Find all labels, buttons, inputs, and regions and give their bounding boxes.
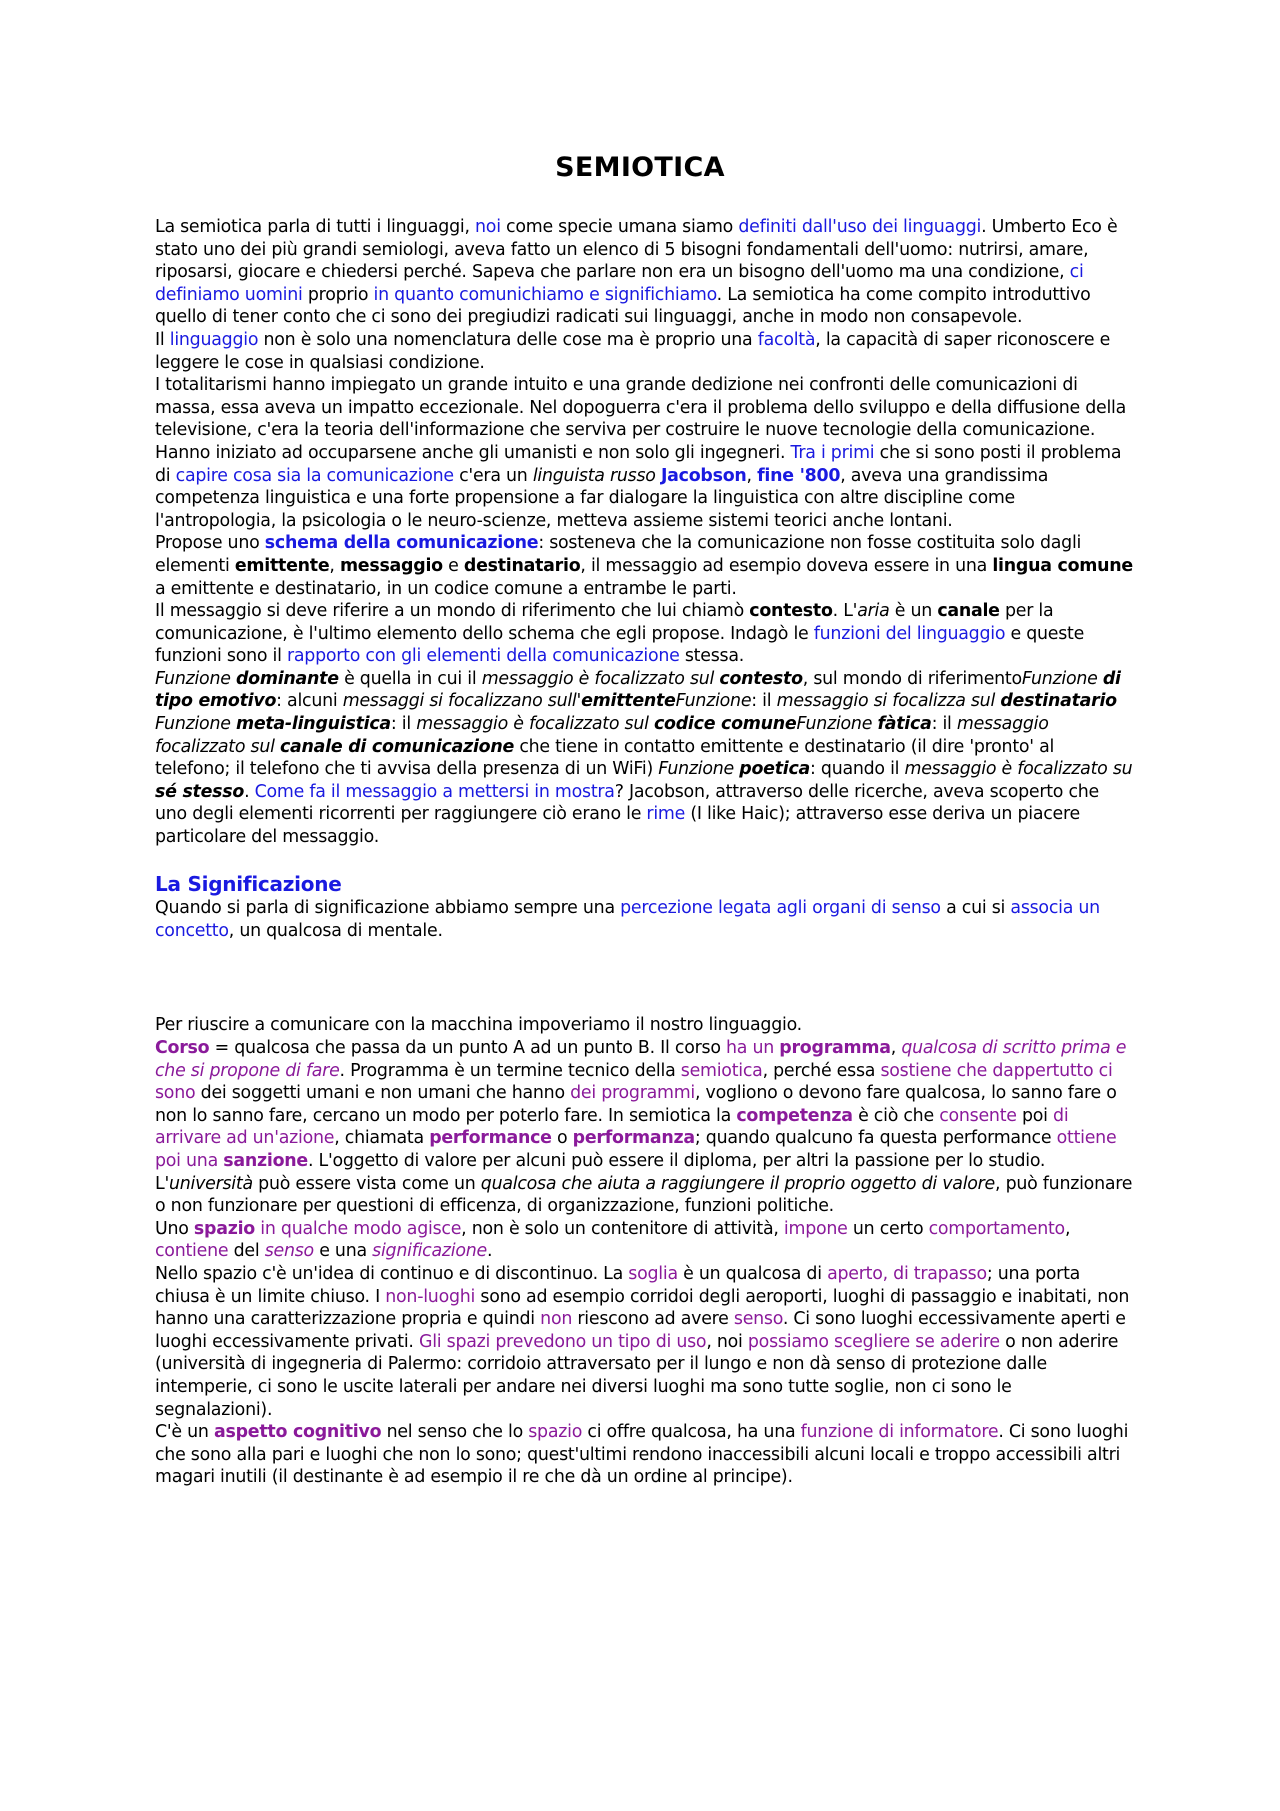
text-run: . Ci sono luoghi eccessivamente aperti e luoghi eccessivamente privati. xyxy=(155,1309,1126,1352)
text-run: impone xyxy=(783,1218,848,1239)
text-run: o non aderire (università di ingegneria di Palermo: corridoio attraversato per il lungo e non dà senso di protezione dalle intemperie, ci sono le uscite laterali per andare nei diversi luoghi ma sono tutte soglie, non ci sono le segnalazioni). xyxy=(155,1331,1119,1420)
text-run: , un qualcosa di mentale. xyxy=(228,920,443,941)
text-run: università xyxy=(168,1173,253,1194)
text-run: funzioni del linguaggio xyxy=(813,623,1006,644)
paragraph xyxy=(155,600,1133,668)
text-run: un certo xyxy=(847,1218,929,1239)
text-run: , perché essa xyxy=(762,1060,881,1081)
text-run: spazio xyxy=(528,1422,583,1443)
text-run: ? Jacobson, attraverso delle ricerche, aveva scoperto che uno degli elementi ricorrenti per raggiungere ciò erano le xyxy=(155,781,1100,825)
text-run: sé stesso xyxy=(155,781,245,802)
text-run: Quando si parla di significazione abbiamo sempre una xyxy=(155,898,621,919)
text-run: : il xyxy=(931,714,957,735)
text-run: Per riuscire a comunicare con la macchina impoveriamo il nostro linguaggio. xyxy=(155,1015,802,1036)
text-run: messaggio è focalizzato sul xyxy=(481,668,720,689)
text-run: messaggio focalizzato sul xyxy=(155,714,1049,757)
text-run: , il messaggio ad esempio doveva essere in una xyxy=(580,555,993,576)
text-run: non xyxy=(540,1309,573,1330)
text-run: che tiene in contatto emittente e destinatario (il dire 'pronto' al telefono; il telefono che ti avvisa della presenza di un WiFi) xyxy=(155,736,1055,780)
text-run: ottiene poi una xyxy=(155,1128,1117,1171)
text-run: rime xyxy=(646,804,686,825)
text-run: di arrivare ad un'azione xyxy=(155,1105,1069,1149)
text-run: , sul mondo di riferimento xyxy=(802,668,1022,689)
paragraph xyxy=(155,1037,1133,1173)
text-run: aspetto cognitivo xyxy=(213,1422,382,1443)
text-run: aria xyxy=(857,601,890,622)
text-run: Funzione xyxy=(155,714,236,735)
text-run: e una xyxy=(313,1241,373,1262)
text-run: facoltà xyxy=(757,329,816,350)
document-title: SEMIOTICA xyxy=(555,152,725,183)
text-run: messaggio si focalizza sul xyxy=(776,691,1001,712)
paragraph xyxy=(155,1421,1133,1489)
text-run: ci definiamo uomini xyxy=(155,262,1084,305)
text-run: è ciò che xyxy=(852,1105,940,1126)
text-run: Tra i primi xyxy=(790,442,875,463)
text-run: schema della comunicazione xyxy=(264,533,539,554)
text-run: soglia xyxy=(628,1263,678,1284)
text-run: qualcosa di scritto prima e che si propone di fare xyxy=(155,1038,1127,1081)
text-run: proprio xyxy=(302,284,374,305)
text-run: , vogliono o devono fare qualcosa, lo sanno fare o non lo sanno fare, cercano un modo per poterlo fare. In semiotica la xyxy=(155,1083,1117,1126)
text-run: possiamo scegliere se aderire xyxy=(747,1331,1000,1352)
text-run: sanzione xyxy=(223,1150,308,1171)
text-run: semiotica xyxy=(680,1060,763,1081)
text-run: non-luoghi xyxy=(385,1286,476,1307)
text-run: Jacobson xyxy=(660,465,747,486)
text-run: ha un xyxy=(726,1038,780,1058)
paragraph xyxy=(155,1173,1133,1218)
paragraph xyxy=(155,1263,1133,1421)
text-run: C'è un xyxy=(155,1422,214,1443)
text-run: . La semiotica ha come compito introduttivo quello di tener conto che ci sono dei pregiudizi radicati sui linguaggi, anche in modo non consapevole. xyxy=(155,284,1091,328)
text-run: è un qualcosa di xyxy=(677,1263,828,1284)
text-run: , noi xyxy=(706,1331,748,1352)
text-run: funzione di informatore xyxy=(800,1422,999,1443)
text-run: messaggio è focalizzato sul xyxy=(416,714,654,735)
text-run: , chiamata xyxy=(334,1128,430,1149)
text-run: messaggio è focalizzato su xyxy=(904,759,1133,780)
text-run: Funzione xyxy=(658,759,740,780)
text-run: o xyxy=(551,1128,573,1149)
text-run: linguaggio xyxy=(169,329,259,350)
text-run: e queste funzioni sono il xyxy=(155,623,1085,667)
text-run: rapporto con gli elementi della comunicazione xyxy=(286,646,680,667)
text-run: Funzione xyxy=(675,691,752,712)
text-run: sono ad esempio corridoi degli aeroporti, luoghi di passaggio e inabitati, non hanno una caratterizzazione propria e quindi xyxy=(155,1286,1130,1330)
text-run: messaggi si focalizzano sull' xyxy=(342,691,582,712)
text-run: , aveva una grandissima competenza linguistica e una forte propensione a far dialogare la linguistica con altre discipline come l'antropologia, la psicologia o le neuro-scienze, metteva assieme sistemi teorici anche lontani. xyxy=(155,465,1049,531)
text-run: dei programmi xyxy=(570,1083,695,1104)
text-run: come specie umana siamo xyxy=(500,217,739,237)
text-run: L' xyxy=(155,1173,169,1194)
text-run: Come fa il messaggio a mettersi in mostra xyxy=(254,781,615,802)
text-run: , xyxy=(329,555,340,576)
text-run: poetica xyxy=(739,759,811,780)
text-run: percezione legata agli organi di senso xyxy=(620,898,941,919)
spacer xyxy=(155,942,1133,1014)
text-run: sostiene che dappertutto ci sono xyxy=(155,1060,1113,1104)
text-run: meta-linguistica xyxy=(235,714,391,735)
text-run: spazio xyxy=(193,1218,255,1239)
paragraph xyxy=(155,329,1133,374)
text-run: significazione xyxy=(372,1241,487,1262)
document-body xyxy=(155,216,1133,1489)
text-run: programma xyxy=(779,1038,891,1058)
text-run: di tipo emotivo xyxy=(155,668,1121,712)
text-run: La semiotica parla di tutti i linguaggi, xyxy=(155,217,476,237)
paragraph xyxy=(155,1014,1133,1037)
text-run: Funzione xyxy=(796,714,878,735)
text-run: nel senso che lo xyxy=(381,1422,529,1443)
text-run: dei soggetti umani e non umani che hanno xyxy=(195,1083,571,1104)
text-run: Gli spazi prevedono un tipo di uso xyxy=(418,1331,707,1352)
text-run: capire cosa sia la comunicazione xyxy=(175,465,454,486)
text-run: , può funzionare o non funzionare per questioni di efficenza, di organizzazione, funzioni politiche. xyxy=(155,1173,1133,1217)
text-run: emittente xyxy=(581,691,676,712)
text-run: . Ci sono luoghi che sono alla pari e luoghi che non lo sono; quest'ultimi rendono inaccessibili alcuni locali e troppo accessibili altri magari inutili (il destinante è ad esempio il re che dà un ordine al principe). xyxy=(155,1422,1129,1488)
text-run: , xyxy=(890,1038,902,1058)
text-run: Il xyxy=(155,329,170,350)
text-run: destinatario xyxy=(463,555,581,576)
text-run: in qualche modo agisce xyxy=(260,1218,462,1239)
text-run: per la comunicazione, è l'ultimo elemento dello schema che egli propose. Indagò le xyxy=(155,601,1054,644)
text-run: : sosteneva che la comunicazione non fosse costituita solo dagli elementi xyxy=(155,533,1082,576)
text-run: , la capacità di saper riconoscere e leggere le cose in qualsiasi condizione. xyxy=(155,329,1111,373)
text-run: emittente xyxy=(234,555,330,576)
text-run: è quella in cui il xyxy=(338,668,482,689)
paragraph xyxy=(155,532,1133,600)
paragraph xyxy=(155,668,1133,849)
text-run: destinatario xyxy=(1000,691,1117,712)
text-run: associa un concetto xyxy=(155,898,1100,941)
text-run: messaggio xyxy=(339,555,443,576)
text-run: senso xyxy=(264,1241,314,1262)
text-run: stessa. xyxy=(679,646,745,667)
text-run: non è solo una nomenclatura delle cose ma è proprio una xyxy=(258,329,758,350)
text-run: fine '800 xyxy=(757,465,841,486)
text-run: aperto, di trapasso xyxy=(827,1263,987,1284)
text-run: c'era un xyxy=(453,465,533,486)
text-run: canale di comunicazione xyxy=(280,736,515,757)
text-run: noi xyxy=(475,217,501,237)
text-run: e xyxy=(442,555,464,576)
text-run: (I like Haic); attraverso esse deriva un piacere particolare del messaggio. xyxy=(155,804,1080,848)
text-run: può essere vista come un xyxy=(252,1173,481,1194)
text-run: riescono ad avere xyxy=(572,1309,734,1330)
paragraph xyxy=(155,897,1133,942)
text-run: canale xyxy=(937,601,1000,622)
text-run: Funzione xyxy=(1021,668,1103,689)
text-run: dominante xyxy=(235,668,339,689)
text-run: ; una porta chiusa è un limite chiuso. I xyxy=(155,1263,1081,1307)
text-run: ci offre qualcosa, ha una xyxy=(582,1422,801,1443)
text-run: I totalitarismi hanno impiegato un grande intuito e una grande dedizione nei confronti delle comunicazioni di massa, essa aveva un impatto eccezionale. Nel dopoguerra c'era il problema dello sviluppo e della diffusione della televisione, c'era la teoria dell'informazione che serviva per costruire le nuove tecnologie della comunicazione. Hanno iniziato ad occuparsene anche gli umanisti e non solo gli ingegneri. xyxy=(155,375,1127,463)
text-run: : alcuni xyxy=(276,691,343,712)
text-run: a emittente e destinatario, in un codice comune a entrambe le parti. xyxy=(155,578,737,599)
paragraph xyxy=(155,216,1133,329)
text-run: in quanto comunichiamo e significhiamo xyxy=(373,284,717,305)
text-run: . xyxy=(486,1241,493,1262)
text-run: , xyxy=(746,465,758,486)
paragraph xyxy=(155,1218,1133,1263)
section-heading: La Significazione xyxy=(155,871,342,896)
text-run: lingua comune xyxy=(992,555,1133,576)
text-run: qualcosa che aiuta a raggiungere il proprio oggetto di valore xyxy=(480,1173,996,1194)
text-run: : il xyxy=(390,714,417,735)
text-run: performance xyxy=(429,1128,552,1149)
text-run: consente xyxy=(939,1105,1017,1126)
text-run: ; quando qualcuno fa questa performance xyxy=(694,1128,1057,1149)
text-run: : il xyxy=(751,691,777,712)
text-run: a cui si xyxy=(940,898,1011,919)
text-run: comportamento xyxy=(928,1218,1065,1239)
text-run: performanza xyxy=(572,1128,695,1149)
text-run: : quando il xyxy=(810,759,905,780)
text-run: . L' xyxy=(832,601,858,622)
text-run: contiene xyxy=(155,1241,229,1262)
text-run: Funzione xyxy=(155,668,236,689)
text-run: Uno xyxy=(155,1218,194,1239)
text-run: Nello spazio c'è un'idea di continuo e di discontinuo. La xyxy=(155,1263,629,1284)
text-run: che si sono posti il problema di xyxy=(155,442,1122,486)
text-run: = qualcosa che passa da un punto A ad un punto B. Il corso xyxy=(209,1038,726,1058)
text-run: Propose uno xyxy=(155,533,265,554)
text-run: linguista russo xyxy=(532,465,656,486)
text-run: Corso xyxy=(155,1038,210,1058)
paragraph xyxy=(155,374,1133,532)
text-run: competenza xyxy=(736,1105,853,1126)
text-run: Il messaggio si deve riferire a un mondo di riferimento che lui chiamò xyxy=(155,601,750,622)
text-run: . Umberto Eco è stato uno dei più grandi semiologi, aveva fatto un elenco di 5 bisogni fondamentali dell'uomo: nutrirsi, amare, riposarsi, giocare e chiedersi perché. Sapeva che parlare non era un bisogno dell'uomo ma una condizione, xyxy=(155,217,1118,283)
text-run: definiti dall'uso dei linguaggi xyxy=(738,217,982,237)
text-run: codice comune xyxy=(653,714,797,735)
text-run: , non è solo un contenitore di attività, xyxy=(461,1218,784,1239)
text-run: poi xyxy=(1016,1105,1054,1126)
text-run: . xyxy=(244,781,255,802)
text-run: è un xyxy=(889,601,938,622)
text-run: senso xyxy=(733,1309,783,1330)
text-run: , xyxy=(1064,1218,1071,1239)
text-run: . Programma è un termine tecnico della xyxy=(339,1060,681,1081)
text-run: contesto xyxy=(749,601,833,622)
text-run: contesto xyxy=(719,668,803,689)
text-run: fàtica xyxy=(877,714,932,735)
text-run: . L'oggetto di valore per alcuni può essere il diploma, per altri la passione per lo studio. xyxy=(307,1150,1046,1171)
text-run: del xyxy=(228,1241,265,1262)
